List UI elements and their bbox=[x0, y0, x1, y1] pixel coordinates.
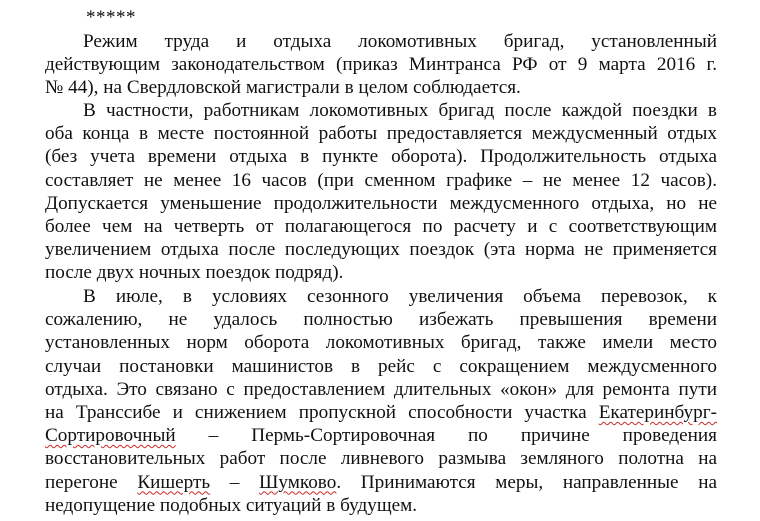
paragraph-line: перегоне Кишерть – Шумково. Принимаются меры, направленные на bbox=[45, 471, 717, 493]
paragraph-line: действующим законодательством (приказ Минтранса РФ от 9 марта 2016 г. bbox=[45, 54, 717, 76]
paragraph-line: № 44), на Свердловской магистрали в целом соблюдается. bbox=[45, 77, 521, 99]
paragraph-line: на Транссибе и снижением пропускной способности участка Екатеринбург- bbox=[45, 401, 717, 423]
paragraph-line: установленных норм оборота локомотивных бригад, также имели место bbox=[45, 332, 717, 354]
paragraph-line: восстановительных работ после ливневого размыва земляного полотна на bbox=[45, 448, 717, 470]
paragraph-line: Допускается уменьшение продолжительности междусменного отдыха, но не bbox=[45, 192, 717, 214]
paragraph-line: увеличением отдыха после последующих поездок (эта норма не применяется bbox=[45, 239, 717, 261]
paragraph-line: недопущение подобных ситуаций в будущем. bbox=[45, 494, 418, 516]
paragraph-line: сожалению, не удалось полностью избежать превышения времени bbox=[45, 309, 717, 331]
section-separator: ***** bbox=[86, 7, 136, 28]
spellcheck-marked-word: Шумково bbox=[259, 471, 337, 493]
spellcheck-marked-word: Сортировочный bbox=[45, 425, 176, 447]
paragraph-line: отдыха. Это связано с предоставлением длительных «окон» для ремонта пути bbox=[45, 378, 717, 400]
paragraph-work-rest-regime bbox=[45, 30, 717, 100]
paragraph-line: (без учета времени отдыха в пункте оборота). Продолжительность отдыха bbox=[45, 146, 717, 168]
paragraph-rest-rules bbox=[45, 99, 717, 285]
spellcheck-marked-word: Кишерть bbox=[137, 471, 211, 493]
paragraph-line: В июле, в условиях сезонного увеличения объема перевозок, к bbox=[83, 286, 717, 307]
paragraph-line: оба конца в месте постоянной работы предоставляется междусменный отдых bbox=[45, 123, 717, 145]
paragraph-july-situation bbox=[45, 285, 717, 517]
paragraph-line: составляет не менее 16 часов (при сменном графике – не менее 12 часов). bbox=[45, 169, 717, 191]
paragraph-line: более чем на четверть от полагающегося по расчету и с соответствующим bbox=[45, 215, 717, 237]
paragraph-line: Режим труда и отдыха локомотивных бригад, установленный bbox=[83, 31, 717, 52]
paragraph-line: В частности, работникам локомотивных бригад после каждой поездки в bbox=[83, 100, 717, 121]
paragraph-line: после двух ночных поездок подряд). bbox=[45, 262, 344, 284]
paragraph-line: случаи постановки машинистов в рейс с сокращением междусменного bbox=[45, 355, 717, 377]
spellcheck-marked-word: Екатеринбург- bbox=[598, 401, 717, 423]
paragraph-line: Сортировочный – Пермь-Сортировочная по причине проведения bbox=[45, 425, 717, 447]
